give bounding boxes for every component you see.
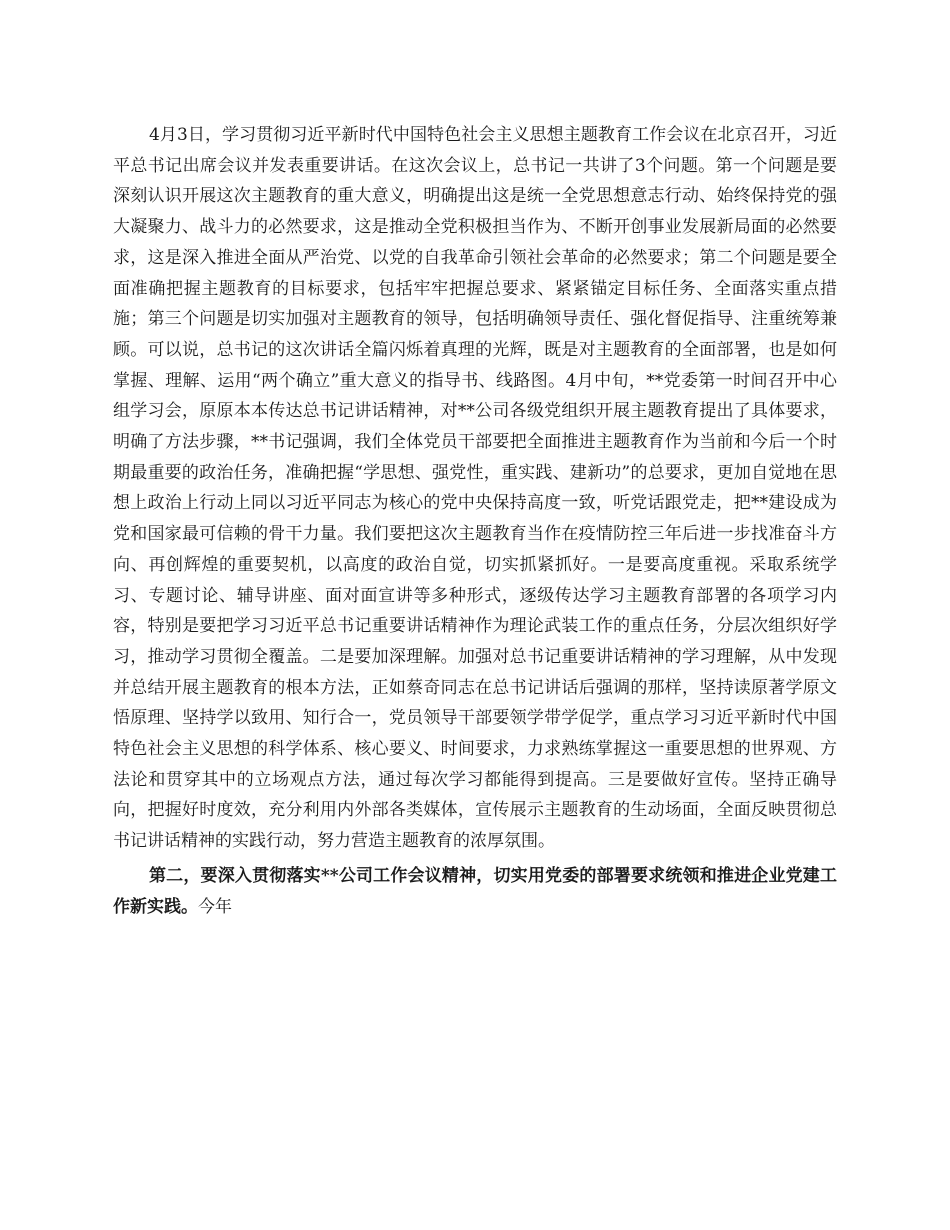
paragraph-2-lead: 第二，要深入贯彻落实**公司工作会议精神，切实用党委的部署要求统领和推进企业党建工作新实践。 xyxy=(113,865,837,917)
paragraph-1-text: 4月3日，学习贯彻习近平新时代中国特色社会主义思想主题教育工作会议在北京召开，习近平总书记出席会议并发表重要讲话。在这次会议上，总书记一共讲了3个问题。第一个问题是要深刻认识开展这次主题教育的重大意义，明确提出这是统一全党思想意志行动、始终保持党的强大凝聚力、战斗力的必然要求，这是推动全党积极担当作为、不断开创事业发展新局面的必然要求，这是深入推进全面从严治党、以党的自我革命引领社会革命的必然要求；第二个问题是要全面准确把握主题教育的目标要求，包括牢牢把握总要求、紧紧锚定目标任务、全面落实重点措施；第三个问题是切实加强对主题教育的领导，包括明确领导责任、强化督促指导、注重统筹兼顾。可以说，总书记的这次讲话全篇闪烁着真理的光辉，既是对主题教育的全面部署，也是如何掌握、理解、运用“两个确立”重大意义的指导书、线路图。4月中旬，**党委第一时间召开中心组学习会，原原本本传达总书记讲话精神，对**公司各级党组织开展主题教育提出了具体要求，明确了方法步骤，**书记强调，我们全体党员干部要把全面推进主题教育作为当前和今后一个时期最重要的政治任务，准确把握“学思想、强党性，重实践、建新功”的总要求，更加自觉地在思想上政治上行动上同以习近平同志为核心的党中央保持高度一致，听党话跟党走，把**建设成为党和国家最可信赖的骨干力量。我们要把这次主题教育当作在疫情防控三年后进一步找准奋斗方向、再创辉煌的重要契机，以高度的政治自觉，切实抓紧抓好。一是要高度重视。采取系统学习、专题讨论、辅导讲座、面对面宣讲等多种形式，逐级传达学习主题教育部署的各项学习内容，特别是要把学习习近平总书记重要讲话精神作为理论武装工作的重点任务，分层次组织好学习，推动学习贯彻全覆盖。二是要加深理解。加强对总书记重要讲话精神的学习理解，从中发现并总结开展主题教育的根本方法，正如蔡奇同志在总书记讲话后强调的那样，坚持读原著学原文悟原理、坚持学以致用、知行合一，党员领导干部要领学带学促学，重点学习习近平新时代中国特色社会主义思想的科学体系、核心要义、时间要求，力求熟练掌握这一重要思想的世界观、方法论和贯穿其中的立场观点方法，通过每次学习都能得到提高。三是要做好宣传。坚持正确导向，把握好时度效，充分利用内外部各类媒体，宣传展示主题教育的生动场面，全面反映贯彻总书记讲话精神的实践行动，努力营造主题教育的浓厚氛围。 xyxy=(113,125,837,852)
paragraph-2 xyxy=(113,861,837,922)
paragraph-2-text: 今年 xyxy=(198,896,232,917)
document-body xyxy=(113,120,837,922)
paragraph-1 xyxy=(113,120,837,857)
